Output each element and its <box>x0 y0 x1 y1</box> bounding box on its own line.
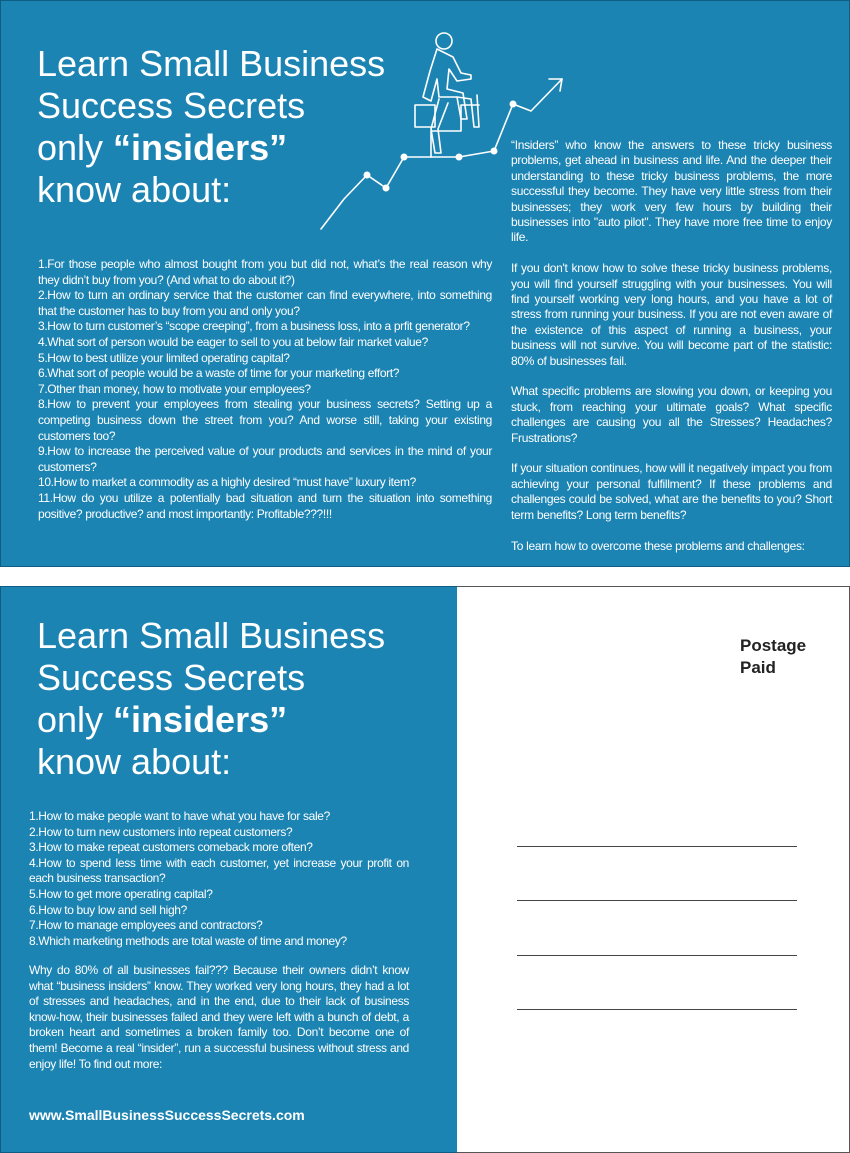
list-item: 4.How to spend less time with each customer, yet increase your profit on each business transaction? <box>29 855 409 886</box>
list-item: 8.Which marketing methods are total waste of time and money? <box>29 933 347 948</box>
question-list <box>29 809 409 949</box>
list-item: 1.For those people who almost bought from you but did not, what’s the real reason why they didn’t buy from you? (And what to do about it?) <box>38 257 492 287</box>
call-to-action: To learn how to overcome these problems and challenges: <box>511 538 805 553</box>
postcard-address-side <box>457 586 850 1153</box>
list-item: 4.What sort of person would be eager to sell to you at below fair market value? <box>38 334 428 349</box>
address-line <box>517 1009 797 1010</box>
address-line <box>517 955 797 956</box>
paragraph: If your situation continues, how will it negatively impact you from achieving your personal fulfillment? If these problems and challenges could be solved, what are the benefits to you? Short term benefits? Long term benefits? <box>511 461 832 522</box>
why-businesses-fail-paragraph: Why do 80% of all businesses fail??? Because their owners didn’t know what “business insiders” know. They worked very long hours, they had a lot of stresses and headaches, and in the end, due to their lack of business know-how, their businesses failed and they were left with a bunch of debt, a broken heart and sometimes a broken family too. Don’t become one of them! Become a real “insider”, run a successful business without stress and enjoy life! To find out more: <box>29 963 409 1071</box>
headline-insiders: “insiders” <box>113 699 288 740</box>
headline-line-3 <box>37 699 385 741</box>
insiders-text <box>511 138 832 569</box>
list-item: 5.How to best utilize your limited operating capital? <box>38 350 290 365</box>
list-item: 6.What sort of people would be a waste of time for your marketing effort? <box>38 366 400 381</box>
headline-insiders: “insiders” <box>113 127 288 168</box>
headline-line-1: Learn Small Business <box>37 615 386 656</box>
address-line <box>517 900 797 901</box>
list-item: 7.How to manage employees and contractors? <box>29 918 263 933</box>
paragraph: If you don't know how to solve these tricky business problems, you will find yourself struggling with your businesses. You will find yourself working very long hours, and you have a lot of stress from running your business. If you are not even aware of the existence of this aspect of running a business, your business will not survive. You will become part of the statistic: 80% of businesses fail. <box>511 261 832 368</box>
list-item: 11.How do you utilize a potentially bad situation and turn the situation into something positive? productive? and most importantly: Profitable???!!! <box>38 490 492 521</box>
headline-line-1: Learn Small Business <box>37 43 386 84</box>
list-item: 2.How to turn new customers into repeat customers? <box>29 824 293 839</box>
list-item: 1.How to make people want to have what you have for sale? <box>29 809 330 823</box>
paragraph: What specific problems are slowing you down, or keeping you stuck, from reaching your ultimate goals? What specific challenges are causing you all the Stresses? Headaches? Frustrations? <box>511 384 832 445</box>
headline-only: only <box>37 127 114 168</box>
website-link[interactable]: www.SmallBusinessSuccessSecrets.com <box>29 1107 305 1123</box>
list-item: 2.How to turn an ordinary service that the customer can find everywhere, into something that the customer has to buy from you and only you? <box>38 288 492 318</box>
address-line <box>517 846 797 847</box>
list-item: 3.How to make repeat customers comeback more often? <box>29 840 313 855</box>
postcard-back-message <box>0 586 458 1153</box>
postage-line-2: Paid <box>740 658 776 677</box>
list-item: 10.How to market a commodity as a highly desired “must have” luxury item? <box>38 475 416 490</box>
list-item: 7.Other than money, how to motivate your employees? <box>38 381 311 396</box>
paragraph: “Insiders” who know the answers to these tricky business problems, get ahead in business and life. And the deeper their understanding to these tricky business problems, the more successful they become. They have very little stress from their businesses; they work very few hours by building their businesses into "auto pilot". They have more free time to enjoy life. <box>511 138 832 245</box>
list-item: 9.How to increase the perceived value of your products and services in the mind of your customers? <box>38 444 492 474</box>
headline-line-4: know about: <box>37 169 232 210</box>
headline-only: only <box>37 699 114 740</box>
postage-line-1: Postage <box>740 636 807 655</box>
headline-line-2: Success Secrets <box>37 657 306 698</box>
list-item: 5.How to get more operating capital? <box>29 886 213 901</box>
list-item: 6.How to buy low and sell high? <box>29 902 187 917</box>
list-item: 8.How to prevent your employees from stealing your business secrets? Setting up a competing business down the street from you? And worse still, taking your existing customers too? <box>38 397 492 443</box>
question-list <box>38 257 492 522</box>
postage-paid-label <box>740 635 806 679</box>
headline-line-4: know about: <box>37 741 232 782</box>
postcard-front <box>0 0 850 567</box>
headline-line-2: Success Secrets <box>37 85 306 126</box>
list-item: 3.How to turn customer’s “scope creeping”, from a business loss, into a prfit generator? <box>38 319 470 334</box>
headline <box>37 615 385 783</box>
